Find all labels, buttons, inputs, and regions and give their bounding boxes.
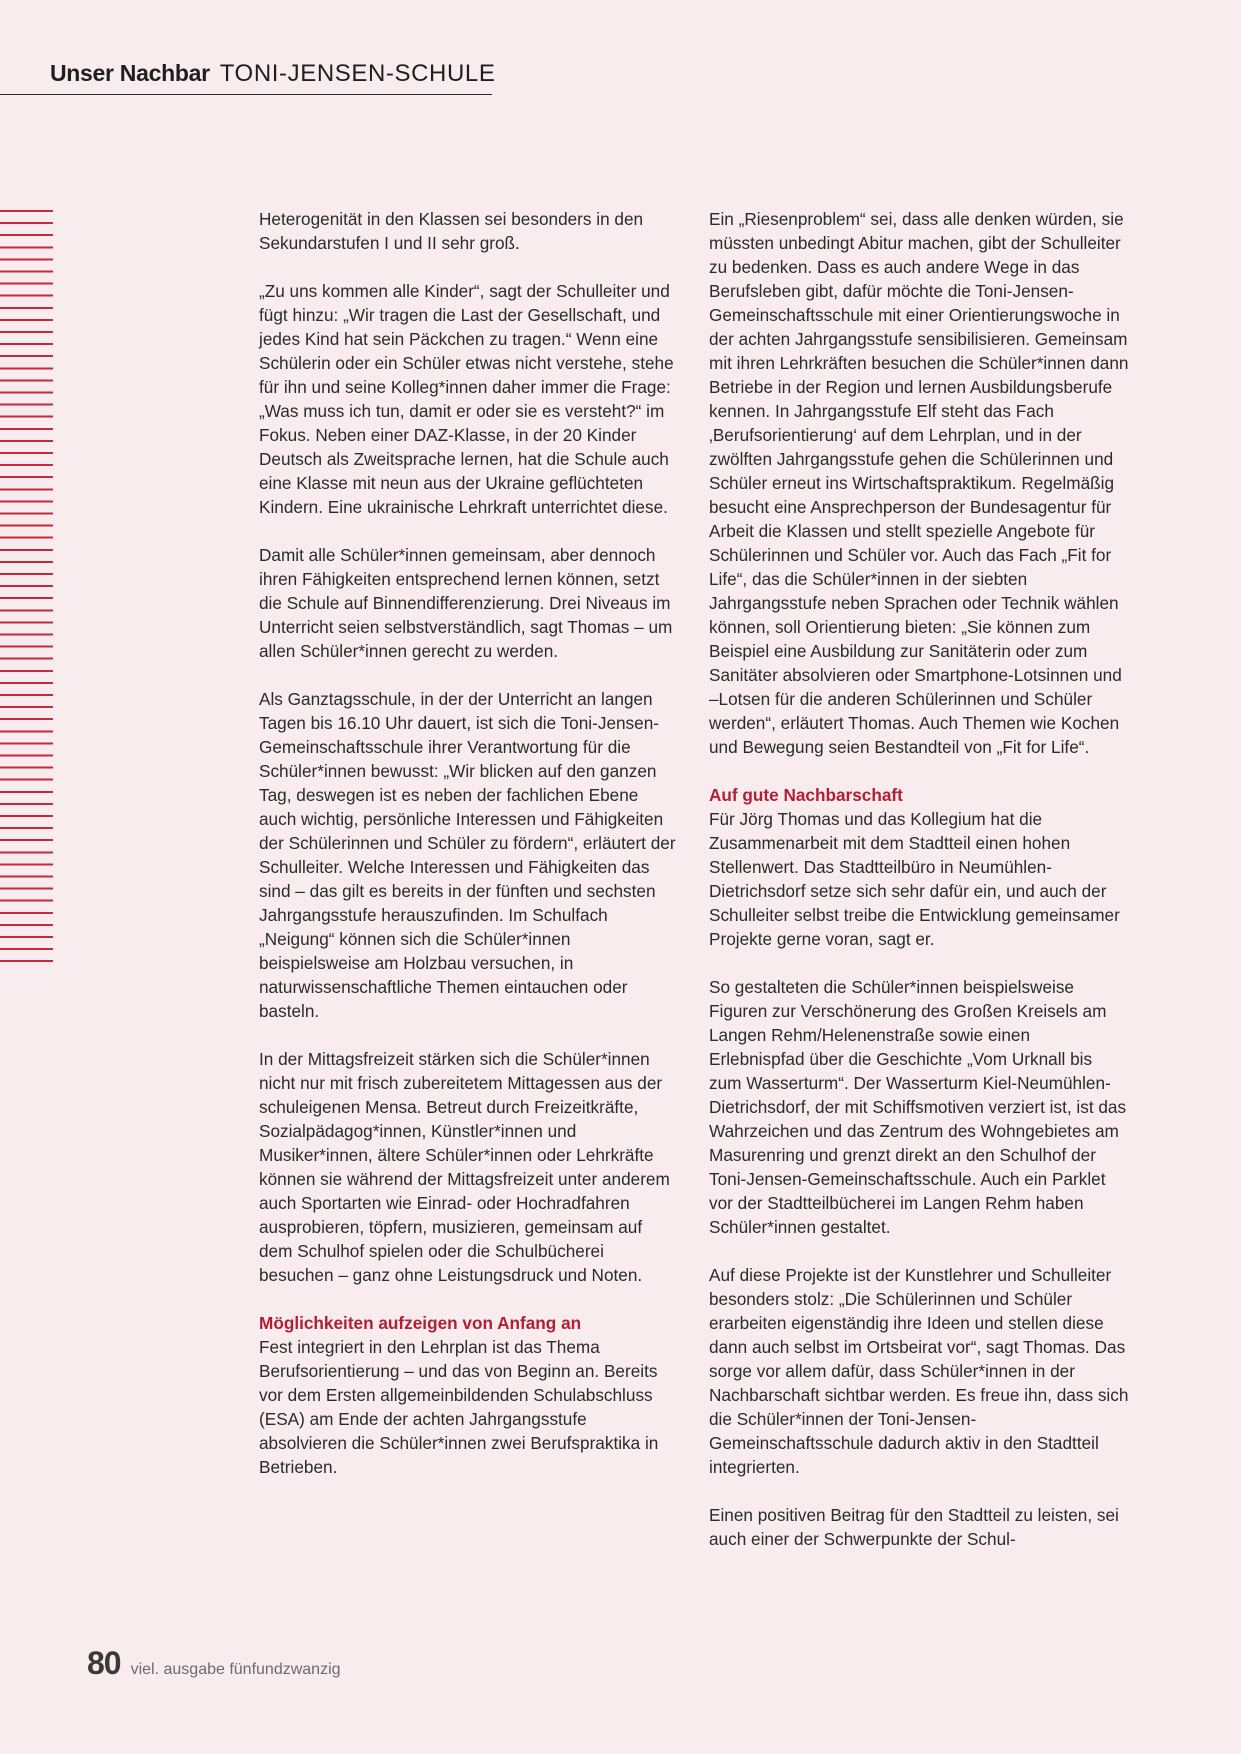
paragraph: Fest integriert in den Lehrplan ist das Thema Berufsorientierung – und das von Beginn an. Bereits vor dem Ersten allgemeinbildenden Schulabschluss (ESA) am Ende der achten Jahrgangsstufe absolvieren die Schüler*innen zwei Berufspraktika in Betrieben. [259,1337,659,1477]
subheading: Möglichkeiten aufzeigen von Anfang an [259,1313,582,1333]
page-header [50,60,495,88]
subheading: Auf gute Nachbarschaft [709,785,903,805]
text-column-left [259,207,679,1503]
paragraph: Ein „Riesenproblem“ sei, dass alle denken würden, sie müssten unbedingt Abitur machen, gibt der Schulleiter zu bedenken. Dass es auch andere Wege in das Berufsleben gibt, dafür möchte die Toni-Jensen-Gemeinschaftsschule mit einer Orientierungswoche in der achten Jahrgangsstufe sensibilisieren. Gemeinsam mit ihren Lehrkräften besuchen die Schüler*innen dann Betriebe in der Region und lernen Ausbildungsberufe kennen. In Jahrgangsstufe Elf steht das Fach ‚Berufsorientierung‘ auf dem Lehrplan, und in der zwölften Jahrgangsstufe gehen die Schülerinnen und Schüler erneut ins Wirtschaftspraktikum. Regelmäßig besucht eine Ansprechperson der Bundesagentur für Arbeit die Klassen und stellt spezielle Angebote für Schülerinnen und Schüler vor. Auch das Fach „Fit for Life“, das die Schüler*innen in der siebten Jahrgangsstufe neben Sprachen oder Technik wählen können, soll Orientierung bieten: „Sie können zum Beispiel eine Ausbildung zur Sanitäterin oder zum Sanitäter absolvieren oder Smartphone-Lotsinnen und –Lotsen für die anderen Schülerinnen und Schüler werden“, erläutert Thomas. Auch Themen wie Kochen und Bewegung seien Bestandteil von „Fit for Life“. [709,209,1129,757]
header-rule [0,94,492,95]
issue-label: viel. ausgabe fünfundzwanzig [130,1661,341,1678]
paragraph: Für Jörg Thomas und das Kollegium hat die Zusammenarbeit mit dem Stadtteil einen hohen Stellenwert. Das Stadtteilbüro in Neumühlen-Dietrichsdorf setze sich sehr dafür ein, und auch der Schulleiter selbst treibe die Entwicklung gemeinsamer Projekte gerne voran, sagt er. [709,809,1120,949]
paragraph: Einen positiven Beitrag für den Stadtteil zu leisten, sei auch einer der Schwerpunkte der Schul- [709,1505,1119,1549]
decorative-stripes [0,210,53,970]
page-title: TONI-JENSEN-SCHULE [219,60,496,87]
page-number: 80 [87,1645,121,1681]
text-column-right [709,207,1129,1575]
paragraph: Auf diese Projekte ist der Kunstlehrer und Schulleiter besonders stolz: „Die Schülerinnen und Schüler erarbeiten eigenständig ihre Ideen und stellen diese dann auch selbst im Ortsbeirat vor“, sagt Thomas. Das sorge vor allem dafür, dass Schüler*innen in der Nachbarschaft sichtbar werden. Es freue ihn, dass sich die Schüler*innen der Toni-Jensen-Gemeinschaftsschule dadurch aktiv in den Stadtteil integrierten. [709,1265,1129,1477]
paragraph: So gestalteten die Schüler*innen beispielsweise Figuren zur Verschönerung des Großen Kreisels am Langen Rehm/Helenenstraße sowie einen Erlebnispfad über die Geschichte „Vom Urknall bis zum Wasserturm“. Der Wasserturm Kiel-Neumühlen-Dietrichsdorf, der mit Schiffsmotiven verziert ist, ist das Wahrzeichen und das Zentrum des Wohngebietes am Masurenring und grenzt direkt an den Schulhof der Toni-Jensen-Gemeinschaftsschule. Auch ein Parklet vor der Stadtteilbücherei im Langen Rehm haben Schüler*innen gestaltet. [709,977,1127,1237]
paragraph: In der Mittagsfreizeit stärken sich die Schüler*innen nicht nur mit frisch zubereitetem Mittagessen aus der schuleigenen Mensa. Betreut durch Freizeitkräfte, Sozialpädagog*innen, Künstler*innen und Musiker*innen, ältere Schüler*innen oder Lehrkräfte können sie während der Mittagsfreizeit unter anderem auch Sportarten wie Einrad- oder Hochradfahren ausprobieren, töpfern, musizieren, gemeinsam auf dem Schulhof spielen oder die Schulbücherei besuchen – ganz ohne Leistungsdruck und Noten. [259,1049,670,1285]
paragraph: „Zu uns kommen alle Kinder“, sagt der Schulleiter und fügt hinzu: „Wir tragen die Last der Gesellschaft, und jedes Kind hat sein Päckchen zu tragen.“ Wenn eine Schülerin oder ein Schüler etwas nicht verstehe, stehe für ihn und seine Kolleg*innen daher immer die Frage: „Was muss ich tun, damit er oder sie es versteht?“ im Fokus. Neben einer DAZ-Klasse, in der 20 Kinder Deutsch als Zweitsprache lernen, hat die Schule auch eine Klasse mit neun aus der Ukraine geflüchteten Kindern. Eine ukrainische Lehrkraft unterrichtet diese. [259,281,674,517]
paragraph: Heterogenität in den Klassen sei besonders in den Sekundarstufen I und II sehr groß. [259,209,644,253]
paragraph: Als Ganztagsschule, in der der Unterricht an langen Tagen bis 16.10 Uhr dauert, ist sich die Toni-Jensen-Gemeinschaftsschule ihrer Verantwortung für die Schüler*innen bewusst: „Wir blicken auf den ganzen Tag, deswegen ist es neben der fachlichen Ebene auch wichtig, persönliche Interessen und Fähigkeiten der Schülerinnen und Schüler zu fördern“, erläutert der Schulleiter. Welche Interessen und Fähigkeiten das sind – das gilt es bereits in der fünften und sechsten Jahrgangsstufe herauszufinden. Im Schulfach „Neigung“ können sich die Schüler*innen beispielsweise am Holzbau versuchen, in naturwissenschaftliche Themen eintauchen oder basteln. [259,689,676,1021]
section-kicker: Unser Nachbar [50,60,210,86]
paragraph: Damit alle Schüler*innen gemeinsam, aber dennoch ihren Fähigkeiten entsprechend lernen können, setzt die Schule auf Binnendifferenzierung. Drei Niveaus im Unterricht seien selbstverständlich, sagt Thomas – um allen Schüler*innen gerecht zu werden. [259,545,673,661]
page-footer [87,1645,341,1682]
